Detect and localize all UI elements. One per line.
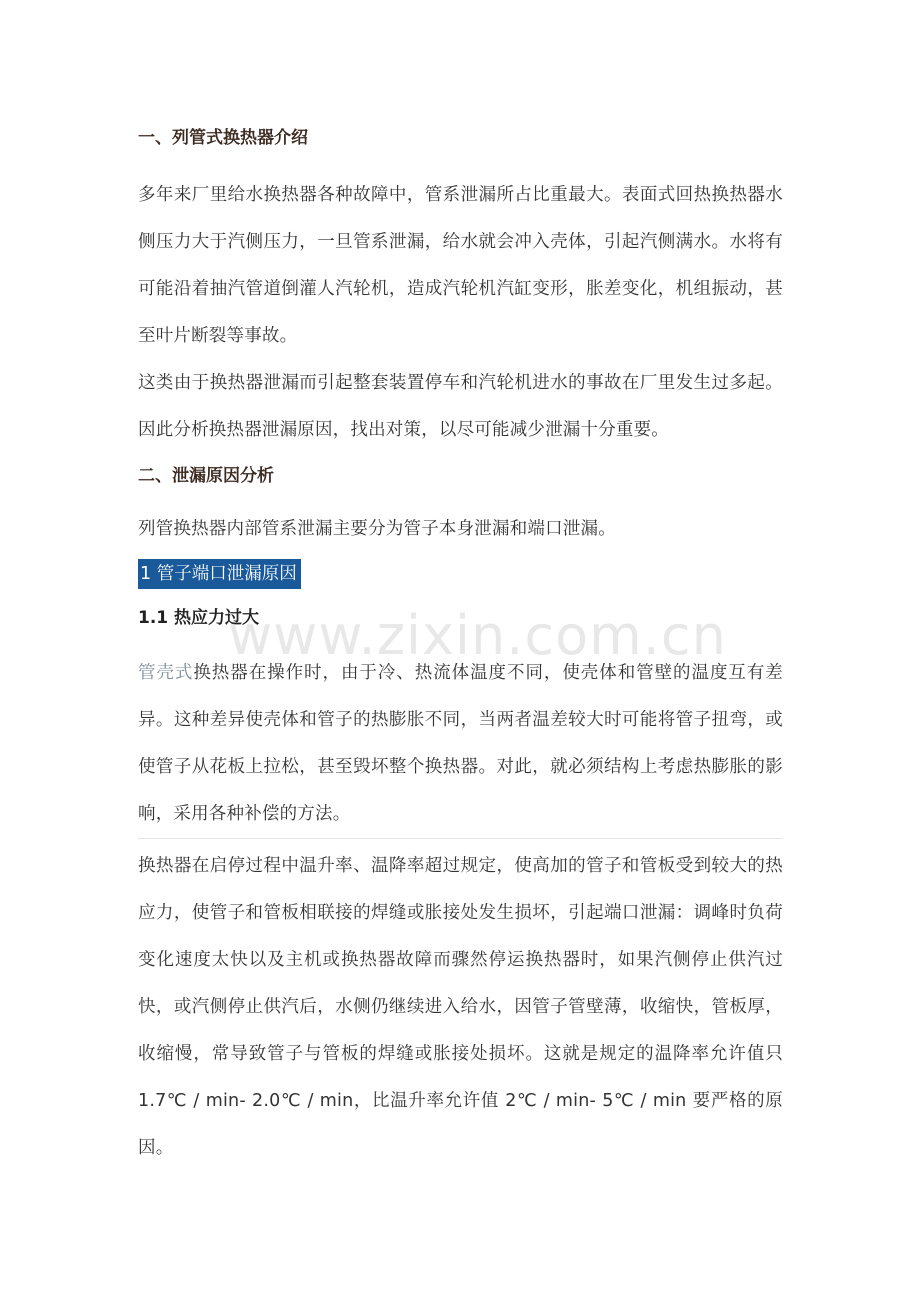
section-heading-leak-analysis: 二、泄漏原因分析 [138,466,274,486]
subsection-badge-wrap [138,559,783,593]
watermark-text: www.zixin.com.cn [228,604,727,667]
thermal-stress-paragraph-text: 换热器在操作时，由于冷、热流体温度不同，使壳体和管壁的温度互有差异。这种差异使壳体和管子的热膨胀不同，当两者温差较大时可能将管子扭弯，或使管子从花板上拉松，甚至毁坏整个换热器。对此，就必须结构上考虑热膨胀的影响，采用各种补偿的方法。 [138,663,783,824]
startup-shutdown-paragraph: 换热器在启停过程中温升率、温降率超过规定，使高加的管子和管板受到较大的热应力，使管子和管板相联接的焊缝或胀接处发生损坏，引起端口泄漏：调峰时负荷变化速度太快以及主机或换热器故障而骤然停运换热器时，如果汽侧停止供汽过快，或汽侧停止供汽后，水侧仍继续进入给水，因管子管壁薄，收缩快，管板厚，收缩慢，常导致管子与管板的焊缝或胀接处损坏。这就是规定的温降率允许值只 1.7℃ / min- 2.0℃ / min，比温升率允许值 2℃ / min- 5℃ / min 要严格的原因。 [138,856,783,1158]
subsection-badge: 1 管子端口泄漏原因 [138,559,301,589]
link-term-shell-tube[interactable]: 管壳式 [138,663,194,683]
section-heading-intro: 一、列管式换热器介绍 [138,128,308,148]
thermal-stress-paragraph [138,650,783,838]
leak-analysis-paragraph: 列管换热器内部管系泄漏主要分为管子本身泄漏和端口泄漏。 [138,519,616,539]
subsection-heading-thermal-stress: 1.1 热应力过大 [138,608,260,628]
intro-paragraph-1: 多年来厂里给水换热器各种故障中，管系泄漏所占比重最大。表面式回热换热器水侧压力大于汽侧压力，一旦管系泄漏，给水就会冲入壳体，引起汽侧满水。水将有可能沿着抽汽管道倒灌人汽轮机，造成汽轮机汽缸变形，胀差变化，机组振动，甚至叶片断裂等事故。 [138,185,783,346]
paragraph-divider [138,838,783,839]
document-body [138,122,783,1172]
intro-paragraph-2: 这类由于换热器泄漏而引起整套装置停车和汽轮机进水的事故在厂里发生过多起。因此分析换热器泄漏原因，找出对策，以尽可能减少泄漏十分重要。 [138,373,783,440]
